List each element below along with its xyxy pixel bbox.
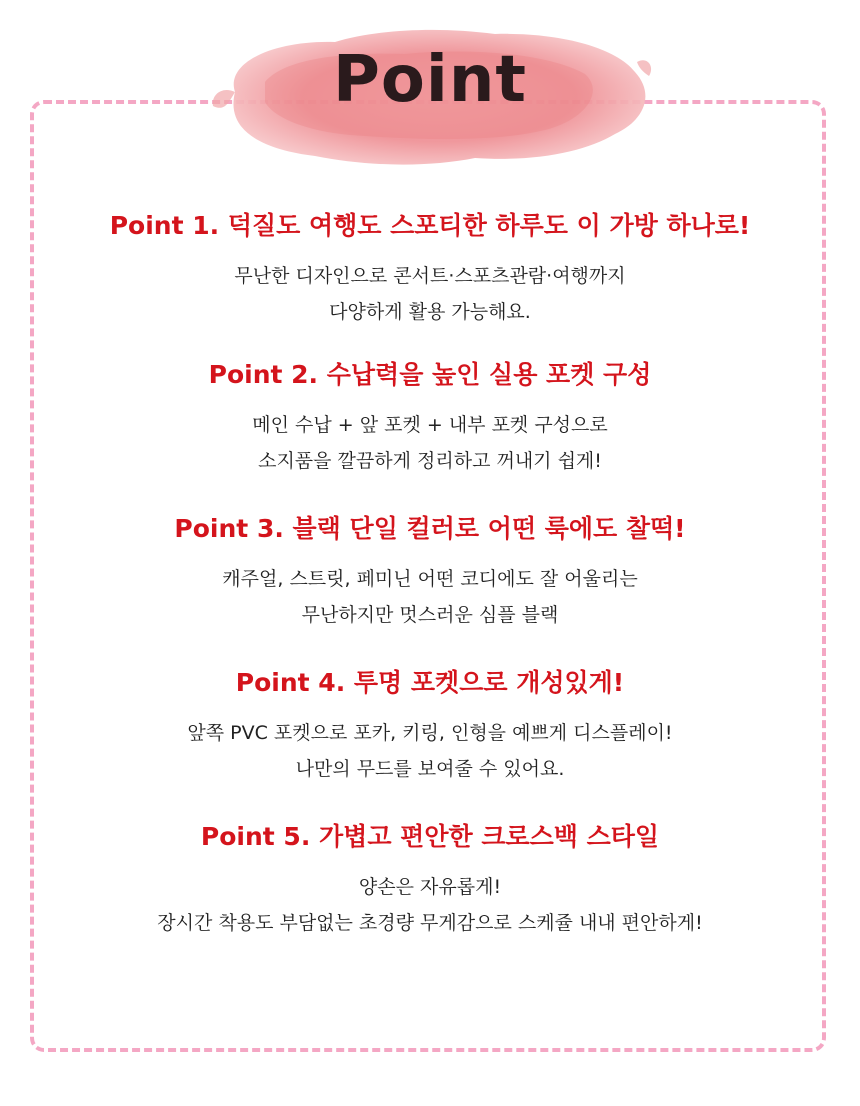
description-line: 양손은 자유롭게!: [358, 876, 502, 898]
point-heading: Point 1. 덕질도 여행도 스포티한 하루도 이 가방 하나로!: [109, 211, 751, 240]
description-line: 캐주얼, 스트릿, 페미닌 어떤 코디에도 잘 어울리는: [222, 568, 638, 590]
point-description: [0, 715, 860, 787]
description-line: 장시간 착용도 부담없는 초경량 무게감으로 스케쥴 내내 편안하게!: [157, 912, 703, 934]
point-description: [0, 561, 860, 633]
description-line: 다양하게 활용 가능해요.: [329, 301, 531, 323]
point-heading: Point 3. 블랙 단일 컬러로 어떤 룩에도 찰떡!: [174, 514, 686, 543]
points-list: [0, 206, 860, 941]
description-line: 소지품을 깔끔하게 정리하고 꺼내기 쉽게!: [258, 450, 602, 472]
point-2: [0, 355, 860, 479]
description-line: 나만의 무드를 보여줄 수 있어요.: [295, 758, 565, 780]
description-line: 메인 수납 + 앞 포켓 + 내부 포켓 구성으로: [252, 414, 608, 436]
page-title: Point: [333, 43, 527, 117]
point-description: [0, 407, 860, 479]
description-line: 무난하지만 멋스러운 심플 블랙: [301, 604, 559, 626]
point-heading: Point 5. 가볍고 편안한 크로스백 스타일: [200, 822, 660, 851]
point-4: [0, 663, 860, 787]
point-3: [0, 509, 860, 633]
point-heading: Point 4. 투명 포켓으로 개성있게!: [235, 668, 625, 697]
point-1: [0, 206, 860, 330]
description-line: 무난한 디자인으로 콘서트·스포츠관람·여행까지: [234, 265, 626, 287]
point-heading: Point 2. 수납력을 높인 실용 포켓 구성: [208, 360, 652, 389]
point-5: [0, 817, 860, 941]
description-line: 앞쪽 PVC 포켓으로 포카, 키링, 인형을 예쁘게 디스플레이!: [187, 722, 673, 744]
point-description: [0, 258, 860, 330]
point-description: [0, 869, 860, 941]
